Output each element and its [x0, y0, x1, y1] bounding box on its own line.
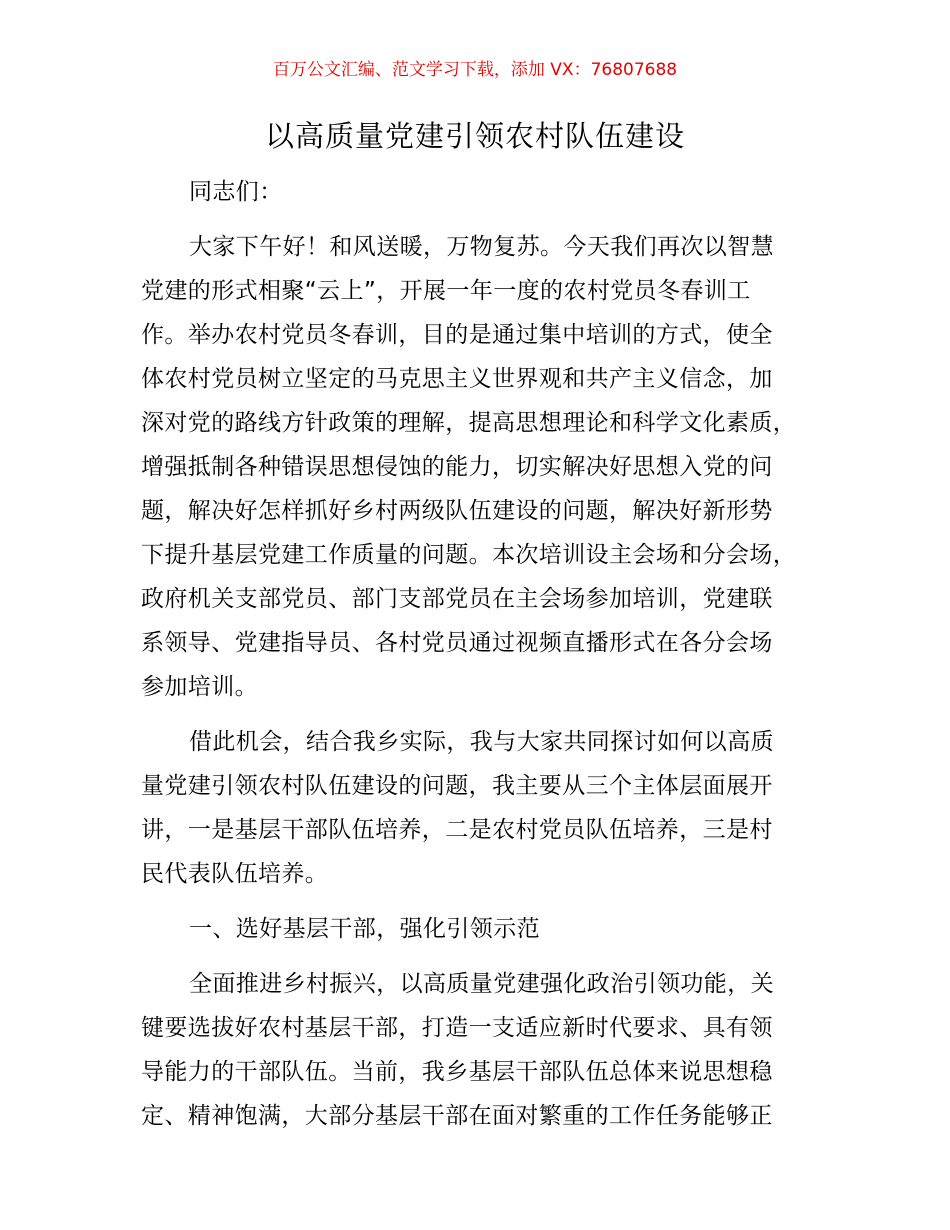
text-line: 系领导、党建指导员、各村党员通过视频直播形式在各分会场 [141, 630, 773, 656]
text-line: 党建的形式相聚“云上”，开展一年一度的农村党员冬春训工 [141, 278, 751, 304]
paragraph-opening [141, 225, 835, 709]
text-line: 政府机关支部党员、部门支部党员在主会场参加培训，党建联 [141, 586, 773, 612]
text-line: 体农村党员树立坚定的马克思主义世界观和共产主义信念，加 [141, 366, 773, 392]
text-line: 定、精神饱满，大部分基层干部在面对繁重的工作任务能够正 [141, 1103, 773, 1129]
text-line: 大家下午好！和风送暖，万物复苏。今天我们再次以智慧 [189, 234, 774, 260]
text-line: 下提升基层党建工作质量的问题。本次培训设主会场和分会场， [141, 542, 797, 568]
text-line: 题，解决好怎样抓好乡村两级队伍建设的问题，解决好新形势 [141, 498, 773, 524]
text-line: 深对党的路线方针政策的理解，提高思想理论和科学文化素质， [141, 410, 797, 436]
section-heading-text: 一、选好基层干部，强化引领示范 [189, 916, 540, 942]
document-title: 以高质量党建引领农村队伍建设 [264, 119, 685, 153]
text-line: 参加培训。 [141, 674, 258, 700]
text-line: 导能力的干部队伍。当前，我乡基层干部队伍总体来说思想稳 [141, 1059, 773, 1085]
salutation-paragraph [141, 170, 835, 214]
text-line: 全面推进乡村振兴，以高质量党建强化政治引领功能，关 [189, 971, 774, 997]
text-line: 借此机会，结合我乡实际，我与大家共同探讨如何以高质 [189, 729, 774, 755]
text-line: 量党建引领农村队伍建设的问题，我主要从三个主体层面展开 [141, 773, 773, 799]
section-heading [141, 907, 835, 951]
paragraph-outline [141, 720, 835, 896]
text-line: 增强抵制各种错误思想侵蚀的能力，切实解决好思想入党的问 [141, 454, 773, 480]
salutation: 同志们： [189, 179, 283, 205]
text-line: 键要选拔好农村基层干部，打造一支适应新时代要求、具有领 [141, 1015, 773, 1041]
text-line: 讲，一是基层干部队伍培养，二是农村党员队伍培养，三是村 [141, 817, 773, 843]
header-note: 百万公文汇编、范文学习下载，添加 VX：76807688 [272, 60, 678, 80]
text-line: 民代表队伍培养。 [141, 861, 329, 887]
text-line: 作。举办农村党员冬春训，目的是通过集中培训的方式，使全 [141, 322, 773, 348]
paragraph-section-one [141, 962, 835, 1138]
document-body [141, 170, 835, 1138]
